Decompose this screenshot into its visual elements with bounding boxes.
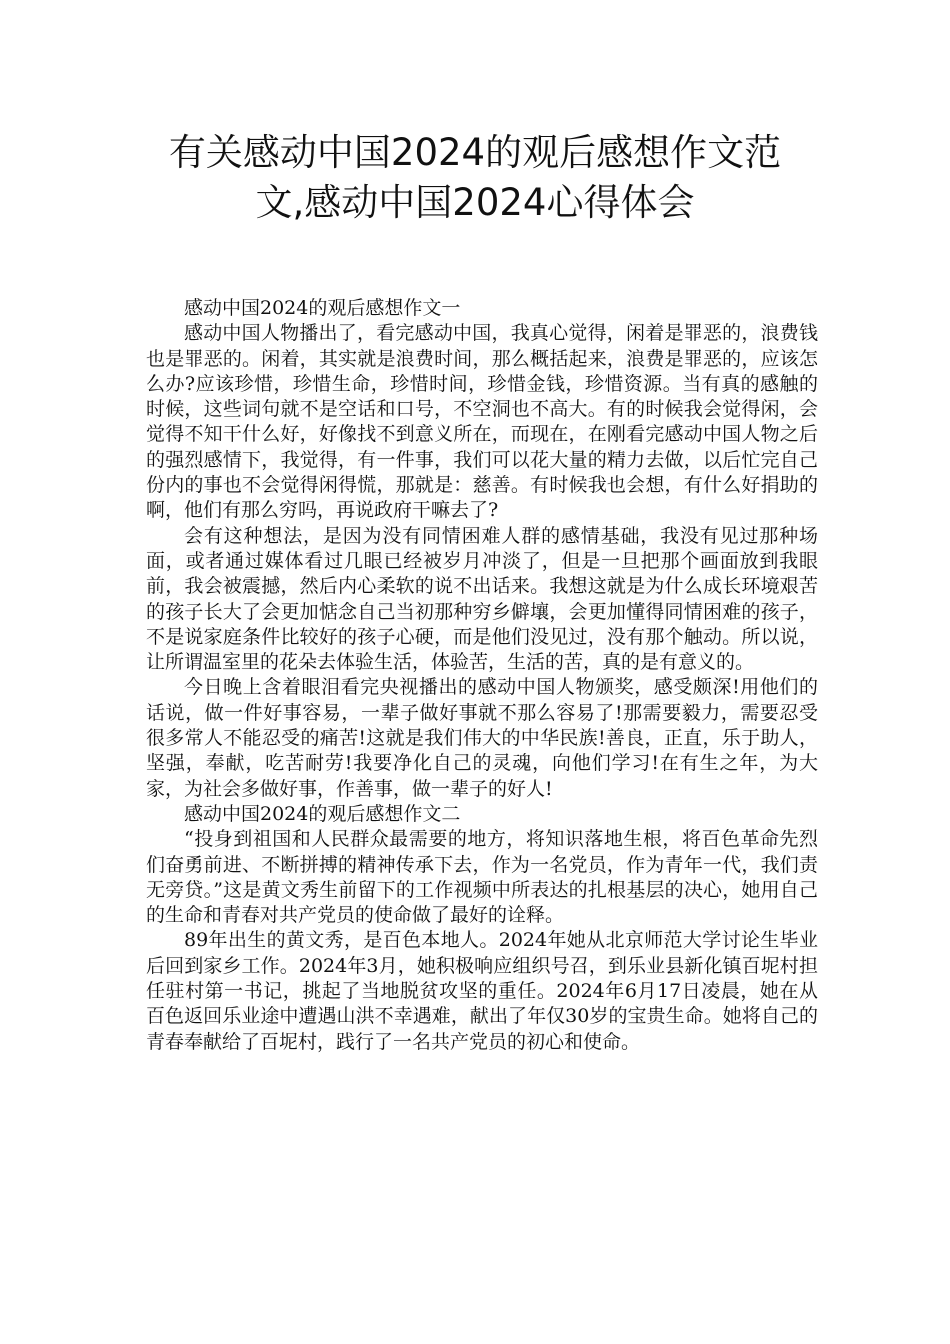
title-line-1: 有关感动中国2024的观后感想作文范: [168, 131, 782, 174]
paragraph: 感动中国人物播出了，看完感动中国，我真心觉得，闲着是罪恶的，浪费钱也是罪恶的。闲着，其实就是浪费时间，那么概括起来，浪费是罪恶的，应该怎么办?应该珍惜，珍惜生命，珍惜时间，珍惜金钱，珍惜资源。当有真的感触的时候，这些词句就不是空话和口号，不空洞也不高大。有的时候我会觉得闲，会觉得不知干什么好，好像找不到意义所在，而现在，在刚看完感动中国人物之后的强烈感情下，我觉得，有一件事，我们可以花大量的精力去做，以后忙完自己份内的事也不会觉得闲得慌，那就是：慈善。有时候我也会想，有什么好捐助的啊，他们有那么穷吗，再说政府干嘛去了?: [146, 322, 818, 522]
paragraph: “投身到祖国和人民群众最需要的地方，将知识落地生根，将百色革命先烈们奋勇前进、不断拼搏的精神传承下去，作为一名党员，作为青年一代，我们责无旁贷。”这是黄文秀生前留下的工作视频中所表达的扎根基层的决心，她用自己的生命和青春对共产党员的使命做了最好的诠释。: [146, 828, 818, 927]
section-heading-2: 感动中国2024的观后感想作文二: [184, 802, 461, 825]
document-body: [146, 296, 818, 1055]
paragraph: 今日晚上含着眼泪看完央视播出的感动中国人物颁奖，感受颇深!用他们的话说，做一件好事容易，一辈子做好事就不那么容易了!那需要毅力，需要忍受很多常人不能忍受的痛苦!这就是我们伟大的中华民族!善良，正直，乐于助人，坚强，奉献，吃苦耐劳!我要净化自己的灵魂，向他们学习!在有生之年，为大家，为社会多做好事，作善事，做一辈子的好人!: [146, 676, 818, 800]
section-heading-1: 感动中国2024的观后感想作文一: [184, 297, 461, 319]
title-line-2: 文,感动中国2024心得体会: [255, 181, 695, 224]
paragraph: 会有这种想法，是因为没有同情困难人群的感情基础，我没有见过那种场面，或者通过媒体看过几眼已经被岁月冲淡了，但是一旦把那个画面放到我眼前，我会被震撼，然后内心柔软的说不出话来。我想这就是为什么成长环境艰苦的孩子长大了会更加惦念自己当初那种穷乡僻壤，会更加懂得同情困难的孩子，不是说家庭条件比较好的孩子心硬，而是他们没见过，没有那个触动。所以说，让所谓温室里的花朵去体验生活，体验苦，生活的苦，真的是有意义的。: [146, 524, 818, 674]
paragraph: 89年出生的黄文秀，是百色本地人。2024年她从北京师范大学讨论生毕业后回到家乡工作。2024年3月，她积极响应组织号召，到乐业县新化镇百坭村担任驻村第一书记，挑起了当地脱贫攻坚的重任。2024年6月17日凌晨，她在从百色返回乐业途中遭遇山洪不幸遇难，献出了年仅30岁的宝贵生命。她将自己的青春奉献给了百坭村，践行了一名共产党员的初心和使命。: [146, 929, 818, 1053]
document-title: [140, 128, 810, 228]
